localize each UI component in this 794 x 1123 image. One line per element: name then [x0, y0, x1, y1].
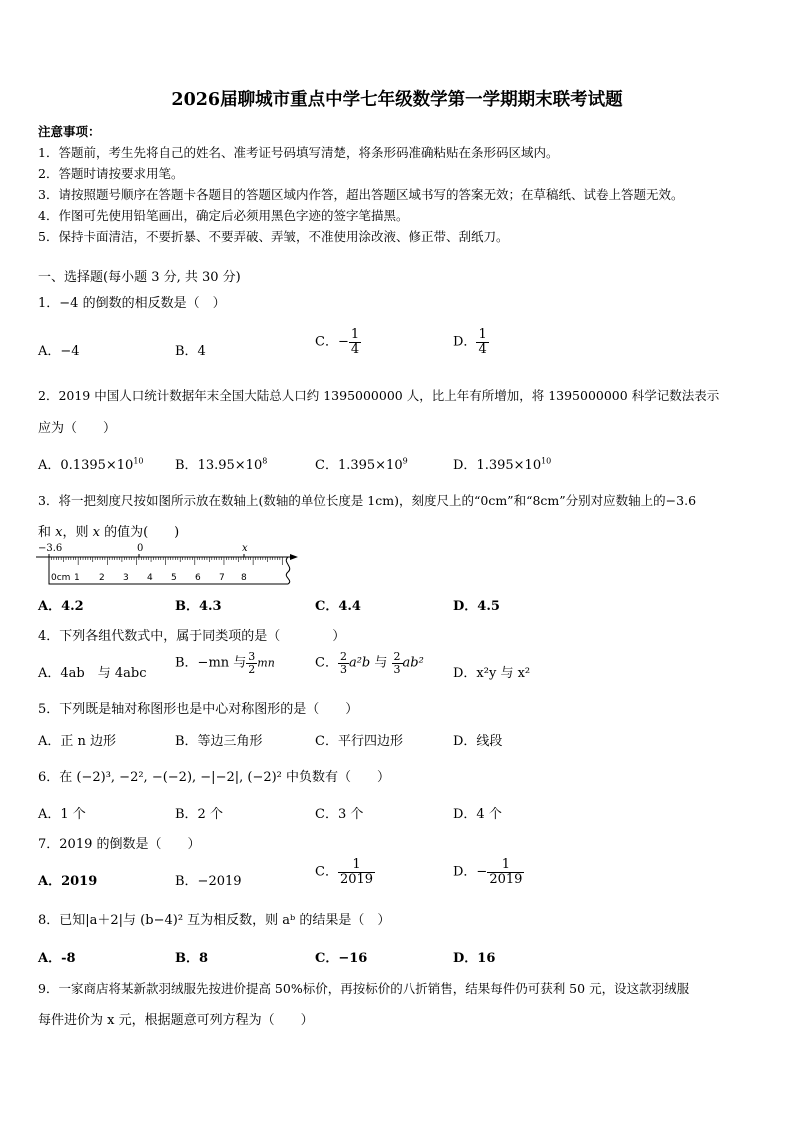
- base: 13.95×10: [197, 458, 263, 473]
- ruler-label: 7: [219, 573, 225, 583]
- prefix: D．−: [453, 864, 488, 880]
- numerator: 1: [350, 327, 360, 342]
- q1-option-c: [315, 328, 361, 356]
- q8-option-b: B．8: [175, 951, 209, 966]
- arrow-right-icon: [290, 554, 298, 560]
- q5-option-d: D．线段: [453, 734, 503, 749]
- denominator: 2019: [339, 871, 374, 887]
- label-x: x: [242, 543, 248, 554]
- fraction: [476, 328, 488, 356]
- q2-option-a: [38, 454, 144, 473]
- q3-option-a: A．4.2: [38, 599, 84, 614]
- question-2-stem-line1: 2．2019 中国人口统计数据年末全国大陆总人口约 1395000000 人，比上年有所增加，将 1395000000 科学记数法表示: [38, 388, 720, 403]
- ruler-label: 3: [123, 573, 129, 583]
- q1-option-b: B．4: [175, 344, 206, 359]
- section-heading: 一、选择题(每小题 3 分, 共 30 分): [38, 270, 241, 285]
- term: ab²: [402, 655, 424, 671]
- fraction: [246, 651, 257, 675]
- q4-option-a: A．4ab 与 4abc: [38, 666, 147, 681]
- question-4-stem: 4．下列各组代数式中，属于同类项的是（ ）: [38, 629, 346, 644]
- variable: x: [55, 525, 63, 540]
- exponent: 10: [541, 456, 552, 466]
- q4-option-b: [175, 651, 275, 675]
- denominator: 4: [350, 341, 360, 357]
- base: 0.1395×10: [60, 458, 134, 473]
- q1-option-d: [453, 328, 489, 356]
- question-3-stem-line1: 3．将一把刻度尺按如图所示放在数轴上(数轴的单位长度是 1cm)，刻度尺上的“0cm”和“8cm”分别对应数轴上的−3.6: [38, 493, 697, 508]
- ruler-label: 8: [241, 573, 247, 583]
- q8-option-c: C．−16: [315, 951, 368, 966]
- prefix: C．: [315, 864, 338, 880]
- exponent: 10: [133, 456, 144, 466]
- exponent: 9: [402, 456, 408, 466]
- denominator: 2019: [489, 871, 523, 887]
- label-minus-3-6: −3.6: [38, 543, 63, 554]
- term: a²b: [348, 655, 371, 671]
- q8-option-d: D．16: [453, 951, 496, 966]
- prefix: C．: [315, 655, 338, 671]
- fraction: [338, 651, 349, 675]
- denominator: 4: [478, 341, 487, 357]
- text: 和: [38, 525, 56, 540]
- q6-option-d: D．4 个: [453, 807, 502, 822]
- numerator: 3: [248, 650, 256, 663]
- note-item: 4．作图可先使用铅笔画出，确定后必须用黑色字迹的签字笔描黑。: [38, 208, 409, 223]
- question-1-stem: 1．−4 的倒数的相反数是（ ）: [38, 296, 226, 311]
- q7-option-c: [315, 858, 375, 886]
- ruler-ticks: [49, 557, 282, 565]
- label-zero: 0: [137, 543, 144, 554]
- ruler-label: 5: [171, 573, 177, 583]
- q2-option-c: [315, 454, 408, 473]
- question-9-stem-line2: 每件进价为 x 元，根据题意可列方程为（ ）: [38, 1013, 314, 1028]
- question-9-stem-line1: 9．一家商店将某新款羽绒服先按进价提高 50%标价，再按标价的八折销售，结果每件仍可获利 50 元，设这款羽绒服: [38, 981, 690, 996]
- prefix: B．: [175, 458, 198, 473]
- ruler-label: 1: [74, 573, 80, 583]
- note-item: 3．请按照题号顺序在答题卡各题目的答题区域内作答，超出答题区域书写的答案无效；在草稿纸、试卷上答题无效。: [38, 187, 684, 202]
- text: 的值为( ): [99, 525, 180, 540]
- denominator: 3: [393, 662, 401, 676]
- question-5-stem: 5．下列既是轴对称图形也是中心对称图形的是（ ）: [38, 702, 359, 717]
- q5-option-a: A．正 n 边形: [38, 734, 117, 749]
- numerator: 1: [338, 858, 375, 873]
- fraction: [338, 858, 375, 886]
- q3-option-d: D．4.5: [453, 599, 500, 614]
- note-item: 1．答题前，考生先将自己的姓名、准考证号码填写清楚，将条形码准确粘贴在条形码区域内。: [38, 145, 559, 160]
- question-2-stem-line2: 应为（ ）: [38, 421, 117, 436]
- numerator: 1: [478, 327, 487, 342]
- fraction: [349, 328, 361, 356]
- q8-option-a: A．-8: [38, 951, 76, 966]
- page-title: 2026届聊城市重点中学七年级数学第一学期期末联考试题: [171, 90, 623, 110]
- q4-option-c: [315, 651, 424, 675]
- prefix: C．: [315, 458, 338, 473]
- q6-option-b: B．2 个: [175, 807, 223, 822]
- variable: x: [92, 525, 100, 540]
- ruler-label: 6: [195, 573, 201, 583]
- q4-option-d: D．x²y 与 x²: [453, 666, 531, 681]
- question-3-stem-line2: [38, 521, 179, 540]
- q3-option-c: C．4.4: [315, 599, 361, 614]
- q5-option-c: C．平行四边形: [315, 734, 403, 749]
- question-8-stem: 8．已知|a＋2|与 (b−4)² 互为相反数，则 aᵇ 的结果是（ ）: [38, 913, 391, 928]
- q6-option-c: C．3 个: [315, 807, 364, 822]
- prefix: B．−mn 与: [175, 655, 247, 671]
- term: mn: [257, 656, 275, 670]
- notes-heading: 注意事项：: [38, 124, 101, 139]
- text: 与: [370, 655, 392, 671]
- denominator: 2: [248, 662, 256, 676]
- numerator: 2: [393, 650, 401, 663]
- q1-c-prefix: C．−: [315, 334, 349, 350]
- base: 1.395×10: [337, 458, 403, 473]
- ruler-on-number-line-figure: [36, 540, 298, 586]
- q5-option-b: B．等边三角形: [175, 734, 263, 749]
- text: ，则: [62, 525, 93, 540]
- q2-option-b: [175, 454, 267, 473]
- base: 1.395×10: [476, 458, 542, 473]
- ruler-body: [49, 557, 290, 584]
- prefix: A．: [38, 458, 61, 473]
- question-6-stem: 6．在 (−2)³, −2², −(−2), −|−2|, (−2)² 中负数有（ ）: [38, 770, 391, 785]
- q6-option-a: A．1 个: [38, 807, 86, 822]
- fraction: [487, 858, 524, 886]
- ruler-label: 4: [147, 573, 153, 583]
- q1-d-prefix: D．: [453, 334, 477, 350]
- numerator: 2: [339, 650, 347, 663]
- fraction: [392, 651, 403, 675]
- question-7-stem: 7．2019 的倒数是（ ）: [38, 837, 201, 852]
- exponent: 8: [262, 456, 268, 466]
- q1-option-a: A．−4: [38, 344, 80, 359]
- q7-option-d: [453, 858, 524, 886]
- numerator: 1: [487, 858, 524, 873]
- note-item: 2．答题时请按要求用笔。: [38, 166, 184, 181]
- q7-option-b: B．−2019: [175, 874, 242, 889]
- q3-option-b: B．4.3: [175, 599, 222, 614]
- q7-option-a: A．2019: [38, 874, 98, 889]
- note-item: 5．保持卡面清洁，不要折暴、不要弄破、弄皱，不准使用涂改液、修正带、刮纸刀。: [38, 229, 509, 244]
- prefix: D．: [453, 458, 477, 473]
- ruler-label-0cm: 0cm: [51, 573, 71, 583]
- denominator: 3: [339, 662, 347, 676]
- q2-option-d: [453, 454, 551, 473]
- ruler-label: 2: [99, 573, 105, 583]
